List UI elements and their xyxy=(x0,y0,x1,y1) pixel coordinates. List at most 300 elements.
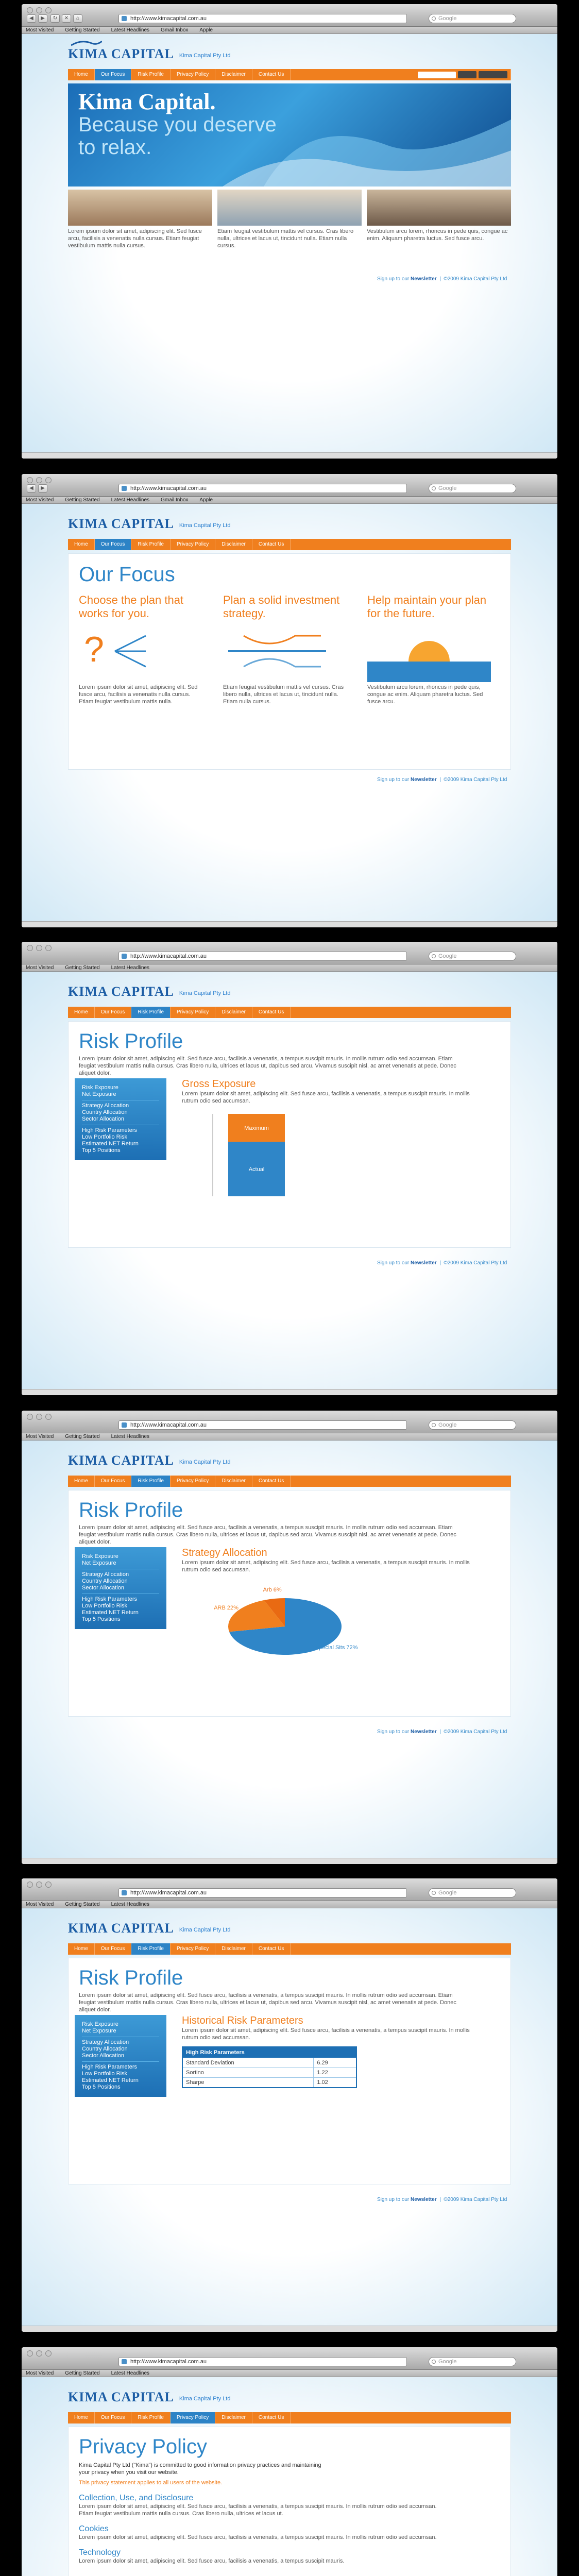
back-button[interactable]: ◀ xyxy=(27,484,36,493)
status-bar xyxy=(22,452,557,459)
sidebar-item[interactable]: Estimated NET Return xyxy=(82,2077,139,2083)
main-panel xyxy=(68,553,511,770)
page-content xyxy=(22,1908,557,2332)
menu-item-our-focus[interactable]: Our Focus xyxy=(95,539,132,550)
newsletter-link[interactable]: Newsletter xyxy=(411,2197,437,2202)
sidebar-item[interactable]: Top 5 Positions xyxy=(82,1147,121,1154)
focus-heading: Help maintain your plan for the future. xyxy=(367,594,487,620)
menu-item-risk-profile[interactable]: Risk Profile xyxy=(131,69,171,80)
focus-column xyxy=(223,594,347,705)
favicon-icon xyxy=(122,1890,127,1895)
focus-columns xyxy=(79,594,500,705)
sidebar-item[interactable]: Low Portfolio Risk xyxy=(82,1134,128,1140)
footer: Sign up to our Newsletter | ©2009 Kima Capital Pty Ltd xyxy=(377,2197,507,2202)
bookmarks-bar xyxy=(22,27,557,34)
photo-image xyxy=(217,190,362,226)
menu-item-privacy-policy[interactable]: Privacy Policy xyxy=(171,2412,215,2424)
window-controls[interactable] xyxy=(27,1882,52,1888)
menu-item-risk-profile[interactable]: Risk Profile xyxy=(131,2412,171,2424)
home-button[interactable]: ⌂ xyxy=(73,14,82,23)
site xyxy=(68,2377,511,2576)
page-title: Privacy Policy xyxy=(79,2435,207,2458)
window-controls[interactable] xyxy=(27,7,52,13)
footer-copyright: ©2009 Kima Capital Pty Ltd xyxy=(444,1729,507,1735)
site xyxy=(68,1440,511,1853)
sidebar-item[interactable]: Risk Exposure xyxy=(82,1553,118,1560)
table-cell: Standard Deviation xyxy=(182,2058,314,2068)
focus-heading: Choose the plan that works for you. xyxy=(79,594,184,620)
intro-text: Lorem ipsum dolor sit amet, adipiscing elit. Sed fusce arcu, facilisis a venenatis, a tempus suscipit mauris. In mollis rutrum odio sed accumsan. Etiam feugiat vestibulum mattis nulla cursus. Cras libero nulla, ultrices et lacus ut, dapibus sed arcu. Vivamus suscipit nisl, ac amet venenatis at pede. Donec aliquet dolor. xyxy=(79,1992,456,2013)
url-text: http://www.kimacapital.com.au xyxy=(130,15,207,22)
bar-label: Maximum xyxy=(244,1125,269,1132)
browser-toolbar xyxy=(22,4,557,27)
browser-window-home xyxy=(22,4,557,459)
table-row xyxy=(182,2068,356,2078)
wave-logo-icon xyxy=(71,40,102,46)
photo-image xyxy=(68,190,212,226)
logo-tagline: Kima Capital Pty Ltd xyxy=(179,2396,231,2402)
feature-strip xyxy=(68,190,511,262)
main-panel xyxy=(68,1021,511,1248)
reload-button[interactable]: ↻ xyxy=(50,14,60,23)
sidebar-item[interactable]: Top 5 Positions xyxy=(82,1616,121,1622)
bookmark-item[interactable]: Getting Started xyxy=(65,497,100,503)
url-bar[interactable] xyxy=(118,1420,407,1430)
page-title: Risk Profile xyxy=(79,1030,183,1053)
search-placeholder: Google xyxy=(438,15,457,22)
table-cell: 1.02 xyxy=(314,2078,356,2088)
register-button[interactable] xyxy=(479,71,507,78)
logo-tagline: Kima Capital Pty Ltd xyxy=(179,1927,231,1933)
bookmarks-bar xyxy=(22,2370,557,2377)
browser-toolbar xyxy=(22,1411,557,1433)
section-heading: Technology xyxy=(79,2548,121,2557)
footer-copyright: ©2009 Kima Capital Pty Ltd xyxy=(444,276,507,282)
focus-column xyxy=(367,594,491,705)
risk-sidebar xyxy=(75,1078,166,1160)
url-bar[interactable] xyxy=(118,952,407,961)
menu-item-privacy-policy[interactable]: Privacy Policy xyxy=(171,1943,215,1955)
menu-item-disclaimer[interactable]: Disclaimer xyxy=(215,1943,252,1955)
favicon-icon xyxy=(122,1422,127,1428)
favicon-icon xyxy=(122,16,127,21)
table-cell: 6.29 xyxy=(314,2058,356,2068)
bookmark-item[interactable]: Most Visited xyxy=(26,965,54,971)
main-panel xyxy=(68,2427,511,2576)
search-placeholder: Google xyxy=(438,1890,457,1896)
footer-copyright: ©2009 Kima Capital Pty Ltd xyxy=(444,777,507,783)
browser-toolbar xyxy=(22,474,557,497)
pie-label: ARB 22% xyxy=(214,1604,239,1611)
sidebar-item[interactable]: High Risk Parameters xyxy=(82,1596,137,1602)
search-placeholder: Google xyxy=(438,1422,457,1428)
table-cell: Sortino xyxy=(182,2068,314,2078)
search-placeholder: Google xyxy=(438,485,457,492)
url-text: http://www.kimacapital.com.au xyxy=(130,485,207,492)
search-input[interactable] xyxy=(429,484,516,493)
hero-banner xyxy=(68,83,511,187)
logo-text: KIMA CAPITAL xyxy=(68,2389,174,2404)
table-cell: 1.22 xyxy=(314,2068,356,2078)
login-box xyxy=(412,69,511,80)
policy-section xyxy=(79,2548,500,2565)
sidebar-item[interactable]: Country Allocation xyxy=(82,1109,128,1115)
sidebar-item[interactable]: Strategy Allocation xyxy=(82,1571,129,1578)
window-controls[interactable] xyxy=(27,945,52,951)
note-text: This privacy statement applies to all users of the website. xyxy=(79,2480,223,2486)
hero-line: to relax. xyxy=(78,136,152,159)
menu-item-contact-us[interactable]: Contact Us xyxy=(252,1007,291,1018)
footer-signup: Sign up to our xyxy=(377,777,410,783)
section-heading: Collection, Use, and Disclosure xyxy=(79,2494,194,2502)
menu-item-contact-us[interactable]: Contact Us xyxy=(252,539,291,550)
back-button[interactable]: ◀ xyxy=(27,14,36,23)
menu-item-risk-profile[interactable]: Risk Profile xyxy=(131,1007,171,1018)
main-menu xyxy=(68,69,511,80)
stop-button[interactable]: ✕ xyxy=(62,14,71,23)
url-bar[interactable] xyxy=(118,14,407,23)
search-icon xyxy=(432,1423,436,1427)
menu-item-privacy-policy[interactable]: Privacy Policy xyxy=(171,1007,215,1018)
pie-label: Arb 6% xyxy=(263,1587,282,1594)
sidebar-item[interactable]: Sector Allocation xyxy=(82,1116,124,1122)
browser-window-risk-gross xyxy=(22,942,557,1395)
menu-item-privacy-policy[interactable]: Privacy Policy xyxy=(171,1476,215,1487)
newsletter-link[interactable]: Newsletter xyxy=(411,1260,437,1266)
sidebar-item[interactable]: Low Portfolio Risk xyxy=(82,1603,128,1609)
sidebar-item[interactable]: Estimated NET Return xyxy=(82,1609,139,1616)
gross-exposure-chart xyxy=(182,1109,336,1212)
login-input[interactable] xyxy=(418,72,456,78)
menu-item-privacy-policy[interactable]: Privacy Policy xyxy=(171,539,215,550)
main-panel xyxy=(68,1490,511,1717)
bookmark-item[interactable]: Apple xyxy=(199,497,213,503)
sidebar-item[interactable]: Country Allocation xyxy=(82,2046,128,2052)
sidebar-item[interactable]: Sector Allocation xyxy=(82,1585,124,1591)
site xyxy=(68,1908,511,2320)
strategy-section xyxy=(182,1547,470,1672)
focus-text: Vestibulum arcu lorem, rhoncus in pede quis, congue ac enim. Aliquam pharetra luctus. Sed fusce arcu. xyxy=(367,684,483,705)
logo[interactable] xyxy=(68,2389,230,2405)
logo-tagline: Kima Capital Pty Ltd xyxy=(179,522,231,529)
risk-sidebar xyxy=(75,2015,166,2097)
menu-item-risk-profile[interactable]: Risk Profile xyxy=(131,1476,171,1487)
bookmarks-bar xyxy=(22,964,557,972)
feature-item xyxy=(68,190,212,262)
sidebar-group xyxy=(82,1100,159,1125)
page-content xyxy=(22,2377,557,2576)
status-bar xyxy=(22,2326,557,2332)
section-heading: Cookies xyxy=(79,2524,109,2533)
section-text: Lorem ipsum dolor sit amet, adipiscing elit. Sed fusce arcu, facilisis a venenatis, a tempus suscipit mauris. xyxy=(79,2558,345,2564)
footer-copyright: ©2009 Kima Capital Pty Ltd xyxy=(444,1260,507,1266)
menu-item-privacy-policy[interactable]: Privacy Policy xyxy=(171,69,215,80)
strategy-pie-chart xyxy=(182,1578,398,1670)
menu-item-contact-us[interactable]: Contact Us xyxy=(252,69,291,80)
section-title: Gross Exposure xyxy=(182,1078,256,1090)
section-title: Historical Risk Parameters xyxy=(182,2015,303,2026)
intro-text: Lorem ipsum dolor sit amet, adipiscing elit. Sed fusce arcu, facilisis a venenatis, a tempus suscipit mauris. In mollis rutrum odio sed accumsan. Etiam feugiat vestibulum mattis nulla cursus. Cras libero nulla, ultrices et lacus ut, dapibus sed arcu. Vivamus suscipit nisl, ac amet venenatis at pede. Donec aliquet dolor. xyxy=(79,1524,456,1545)
sidebar-group xyxy=(82,1125,159,1156)
bookmark-item[interactable]: Getting Started xyxy=(65,1434,100,1439)
focus-text: Etiam feugiat vestibulum mattis vel cursus. Cras libero nulla, ultrices et lacus ut, tincidunt nulla. Etiam nulla cursus. xyxy=(223,684,344,705)
bookmark-item[interactable]: Getting Started xyxy=(65,27,100,33)
url-text: http://www.kimacapital.com.au xyxy=(130,2359,207,2365)
sidebar-item[interactable]: Net Exposure xyxy=(82,1091,116,1097)
risk-sidebar xyxy=(75,1547,166,1629)
feature-caption: Vestibulum arcu lorem, rhoncus in pede quis, congue ac enim. Aliquam pharetra luctus. Sed fusce arcu. xyxy=(367,228,508,242)
historical-section xyxy=(182,2015,470,2088)
menu-item-risk-profile[interactable]: Risk Profile xyxy=(131,539,171,550)
table-header xyxy=(182,2047,356,2058)
section-text: Lorem ipsum dolor sit amet, adipiscing elit. Sed fusce arcu, facilisis a venenatis, a tempus suscipit mauris. In mollis rutrum odio sed accumsan. xyxy=(79,2534,437,2540)
policy-section xyxy=(79,2524,500,2541)
menu-item-our-focus[interactable]: Our Focus xyxy=(95,1943,132,1955)
sidebar-item[interactable]: Sector Allocation xyxy=(82,2053,124,2059)
url-text: http://www.kimacapital.com.au xyxy=(130,953,207,959)
menu-item-home[interactable]: Home xyxy=(68,69,95,80)
sidebar-item[interactable]: Net Exposure xyxy=(82,1560,116,1566)
sidebar-group xyxy=(82,1082,159,1100)
bookmark-item[interactable]: Most Visited xyxy=(26,497,54,503)
page-title: Risk Profile xyxy=(79,1499,183,1521)
main-panel xyxy=(68,1958,511,2184)
bookmarks-bar xyxy=(22,497,557,504)
question-diagram-icon xyxy=(79,620,202,682)
browser-toolbar xyxy=(22,1878,557,1901)
bookmark-item[interactable]: Getting Started xyxy=(65,965,100,971)
sidebar-item[interactable]: Strategy Allocation xyxy=(82,2039,129,2045)
search-input[interactable] xyxy=(429,1888,516,1897)
main-menu xyxy=(68,1007,511,1018)
strategy-arrows-icon xyxy=(223,620,347,682)
photo-image xyxy=(367,190,511,226)
page-content xyxy=(22,1440,557,1864)
focus-heading: Plan a solid investment strategy. xyxy=(223,594,340,620)
logo[interactable] xyxy=(68,984,230,999)
url-text: http://www.kimacapital.com.au xyxy=(130,1890,207,1896)
footer: Sign up to our Newsletter | ©2009 Kima Capital Pty Ltd xyxy=(377,276,507,282)
logo[interactable] xyxy=(68,1921,230,1936)
feature-caption: Etiam feugiat vestibulum mattis vel cursus. Cras libero nulla, ultrices et lacus ut, tincidunt nulla. Etiam nulla cursus. xyxy=(217,228,354,249)
bookmark-item[interactable]: Latest Headlines xyxy=(111,27,150,33)
logo[interactable] xyxy=(68,1453,230,1468)
sidebar-item[interactable]: Country Allocation xyxy=(82,1578,128,1584)
bookmark-item[interactable]: Apple xyxy=(199,27,213,33)
logo[interactable] xyxy=(68,46,230,62)
login-button[interactable] xyxy=(458,71,476,78)
section-text: Lorem ipsum dolor sit amet, adipiscing elit. Sed fusce arcu, facilisis a venenatis, a tempus suscipit mauris. In mollis rutrum odio sed accumsan. xyxy=(182,2027,470,2041)
window-controls[interactable] xyxy=(27,1414,52,1420)
favicon-icon xyxy=(122,2359,127,2364)
status-bar xyxy=(22,1389,557,1395)
menu-item-contact-us[interactable]: Contact Us xyxy=(252,1476,291,1487)
bookmark-item[interactable]: Latest Headlines xyxy=(111,1902,150,1907)
forward-button[interactable]: ▶ xyxy=(38,484,47,493)
bookmark-item[interactable]: Most Visited xyxy=(26,1902,54,1907)
hero-line: Kima Capital. xyxy=(78,89,216,114)
window-controls[interactable] xyxy=(27,477,52,483)
url-bar[interactable] xyxy=(118,1888,407,1897)
status-bar xyxy=(22,1858,557,1864)
sidebar-item[interactable]: Net Exposure xyxy=(82,2028,116,2034)
sidebar-item[interactable]: Low Portfolio Risk xyxy=(82,2071,128,2077)
page-content xyxy=(22,972,557,1395)
forward-button[interactable]: ▶ xyxy=(38,14,47,23)
browser-toolbar xyxy=(22,2347,557,2370)
window-controls[interactable] xyxy=(27,2350,52,2357)
gross-section xyxy=(182,1078,470,1213)
site xyxy=(68,34,511,446)
search-icon xyxy=(432,1891,436,1895)
menu-item-our-focus[interactable]: Our Focus xyxy=(95,69,132,80)
logo-tagline: Kima Capital Pty Ltd xyxy=(179,53,231,59)
menu-item-contact-us[interactable]: Contact Us xyxy=(252,2412,291,2424)
logo-tagline: Kima Capital Pty Ltd xyxy=(179,990,231,996)
section-text: Lorem ipsum dolor sit amet, adipiscing elit. Sed fusce arcu, facilisis a venenatis, a tempus suscipit mauris. In mollis rutrum odio sed accumsan. xyxy=(182,1560,470,1573)
intro-text: Lorem ipsum dolor sit amet, adipiscing elit. Sed fusce arcu, facilisis a venenatis, a tempus suscipit mauris. In mollis rutrum odio sed accumsan. Etiam feugiat vestibulum mattis nulla cursus. Cras libero nulla, ultrices et lacus ut, dapibus sed arcu. Vivamus suscipit nisl, ac amet venenatis at pede. Donec aliquet dolor. xyxy=(79,1056,456,1076)
intro-text: Kima Capital Pty Ltd ("Kima") is committed to good information privacy practices and maintaining your privacy when you visit our website. xyxy=(79,2462,321,2476)
bar-label: Actual xyxy=(248,1166,265,1173)
feature-caption: Lorem ipsum dolor sit amet, adipiscing elit. Sed fusce arcu, facilisis a venenatis nulla cursus. Etiam feugiat vestibulum mattis nulla cursus. xyxy=(68,228,202,249)
table-row xyxy=(182,2058,356,2068)
hero-line: Because you deserve xyxy=(78,113,277,136)
url-text: http://www.kimacapital.com.au xyxy=(130,1422,207,1428)
browser-window-risk-strategy xyxy=(22,1411,557,1864)
menu-item-disclaimer[interactable]: Disclaimer xyxy=(215,2412,252,2424)
menu-item-home[interactable]: Home xyxy=(68,539,95,550)
table-row xyxy=(182,2078,356,2088)
logo-text: KIMA CAPITAL xyxy=(68,46,174,61)
table-cell: Sharpe xyxy=(182,2078,314,2088)
search-icon xyxy=(432,16,436,21)
sidebar-item[interactable]: Strategy Allocation xyxy=(82,1103,129,1109)
bookmark-item[interactable]: Getting Started xyxy=(65,1902,100,1907)
pie-label: Special Sits 72% xyxy=(315,1644,358,1651)
menu-item-home[interactable]: Home xyxy=(68,1476,95,1487)
menu-item-our-focus[interactable]: Our Focus xyxy=(95,1007,132,1018)
main-menu xyxy=(68,1476,511,1487)
menu-item-risk-profile[interactable]: Risk Profile xyxy=(131,1943,171,1955)
focus-text: Lorem ipsum dolor sit amet, adipiscing elit. Sed fusce arcu, facilisis a venenatis nulla cursus. Etiam feugiat vestibulum mattis nulla. xyxy=(79,684,198,705)
page-content xyxy=(22,504,557,927)
logo-tagline: Kima Capital Pty Ltd xyxy=(179,1459,231,1465)
site xyxy=(68,504,511,916)
bookmarks-bar xyxy=(22,1433,557,1440)
page-content xyxy=(22,34,557,459)
sidebar-item[interactable]: High Risk Parameters xyxy=(82,1127,137,1133)
url-bar[interactable] xyxy=(118,2357,407,2366)
newsletter-link[interactable]: Newsletter xyxy=(411,777,437,783)
search-input[interactable] xyxy=(429,14,516,23)
bookmark-item[interactable]: Latest Headlines xyxy=(111,2370,150,2376)
feature-item xyxy=(367,190,511,262)
feature-item xyxy=(217,190,362,262)
hero-heading xyxy=(78,91,277,159)
footer-signup: Sign up to our xyxy=(377,2197,410,2202)
main-menu xyxy=(68,539,511,550)
section-title: Strategy Allocation xyxy=(182,1547,267,1558)
sidebar-item[interactable]: Risk Exposure xyxy=(82,1084,118,1091)
footer-signup: Sign up to our xyxy=(377,1729,410,1735)
table-header-cell: High Risk Parameters xyxy=(182,2047,356,2058)
menu-item-home[interactable]: Home xyxy=(68,2412,95,2424)
search-input[interactable] xyxy=(429,1420,516,1430)
section-text: Lorem ipsum dolor sit amet, adipiscing elit. Sed fusce arcu, facilisis a venenatis, a tempus suscipit mauris. In mollis rutrum odio sed accumsan. xyxy=(182,1091,470,1104)
bookmarks-bar xyxy=(22,1901,557,1908)
logo-text: KIMA CAPITAL xyxy=(68,1453,174,1468)
bookmark-item[interactable]: Most Visited xyxy=(26,2370,54,2376)
newsletter-link[interactable]: Newsletter xyxy=(411,1729,437,1735)
main-menu xyxy=(68,1943,511,1955)
page-title: Our Focus xyxy=(79,563,175,586)
favicon-icon xyxy=(122,954,127,959)
sidebar-item[interactable]: Risk Exposure xyxy=(82,2021,118,2027)
menu-item-disclaimer[interactable]: Disclaimer xyxy=(215,1476,252,1487)
logo-text: KIMA CAPITAL xyxy=(68,984,174,999)
bookmark-item[interactable]: Getting Started xyxy=(65,2370,100,2376)
sidebar-item[interactable]: Estimated NET Return xyxy=(82,1141,139,1147)
browser-toolbar xyxy=(22,942,557,964)
bookmark-item[interactable]: Latest Headlines xyxy=(111,965,150,971)
browser-window-risk-historical xyxy=(22,1878,557,2332)
newsletter-link[interactable]: Newsletter xyxy=(411,276,437,282)
footer: Sign up to our Newsletter | ©2009 Kima Capital Pty Ltd xyxy=(377,1260,507,1266)
bookmark-item[interactable]: Most Visited xyxy=(26,27,54,33)
bookmark-item[interactable]: Gmail Inbox xyxy=(161,27,189,33)
main-menu xyxy=(68,2412,511,2424)
footer-signup: Sign up to our xyxy=(377,276,410,282)
menu-item-home[interactable]: Home xyxy=(68,1007,95,1018)
search-icon xyxy=(432,2360,436,2364)
sidebar-item[interactable]: Top 5 Positions xyxy=(82,2084,121,2090)
logo[interactable] xyxy=(68,516,230,532)
search-icon xyxy=(432,954,436,958)
search-placeholder: Google xyxy=(438,953,457,959)
favicon-icon xyxy=(122,486,127,491)
url-bar[interactable] xyxy=(118,484,407,493)
sidebar-item[interactable]: High Risk Parameters xyxy=(82,2064,137,2070)
browser-window-focus xyxy=(22,474,557,927)
menu-item-disclaimer[interactable]: Disclaimer xyxy=(215,539,252,550)
menu-item-disclaimer[interactable]: Disclaimer xyxy=(215,1007,252,1018)
menu-item-our-focus[interactable]: Our Focus xyxy=(95,2412,132,2424)
browser-window-privacy xyxy=(22,2347,557,2576)
section-text: Lorem ipsum dolor sit amet, adipiscing elit. Sed fusce arcu, facilisis a venenatis, a tempus suscipit mauris. In mollis rutrum odio sed accumsan. Etiam feugiat vestibulum mattis nulla cursus. Cras libero nulla, ultrices et lacus ut. xyxy=(79,2503,437,2517)
search-input[interactable] xyxy=(429,952,516,961)
policy-section xyxy=(79,2494,500,2517)
bookmark-item[interactable]: Most Visited xyxy=(26,1434,54,1439)
menu-item-home[interactable]: Home xyxy=(68,1943,95,1955)
menu-item-disclaimer[interactable]: Disclaimer xyxy=(215,69,252,80)
bookmark-item[interactable]: Latest Headlines xyxy=(111,1434,150,1439)
footer: Sign up to our Newsletter | ©2009 Kima Capital Pty Ltd xyxy=(377,777,507,783)
menu-item-contact-us[interactable]: Contact Us xyxy=(252,1943,291,1955)
svg-text:?: ? xyxy=(84,629,104,669)
status-bar xyxy=(22,921,557,927)
menu-item-our-focus[interactable]: Our Focus xyxy=(95,1476,132,1487)
footer: Sign up to our Newsletter | ©2009 Kima Capital Pty Ltd xyxy=(377,1729,507,1735)
footer-signup: Sign up to our xyxy=(377,1260,410,1266)
bookmark-item[interactable]: Gmail Inbox xyxy=(161,497,189,503)
page-title: Risk Profile xyxy=(79,1967,183,1989)
site xyxy=(68,972,511,1384)
search-input[interactable] xyxy=(429,2357,516,2366)
logo-text: KIMA CAPITAL xyxy=(68,516,174,531)
logo-text: KIMA CAPITAL xyxy=(68,1921,174,1936)
search-icon xyxy=(432,486,436,490)
bookmark-item[interactable]: Latest Headlines xyxy=(111,497,150,503)
